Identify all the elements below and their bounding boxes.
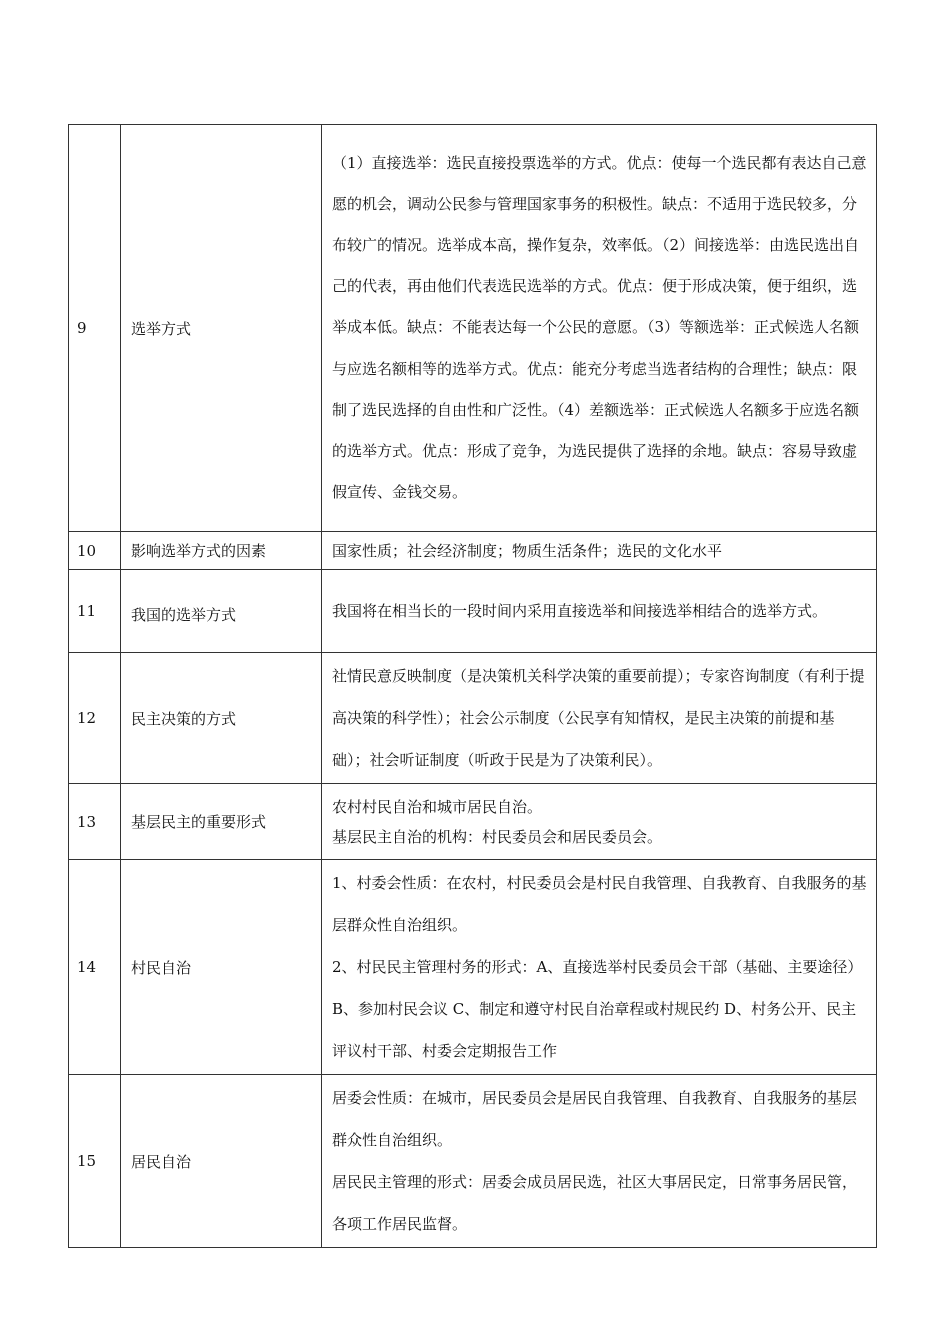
row-number: 15 xyxy=(69,1075,121,1248)
row-number: 9 xyxy=(69,125,121,532)
row-topic: 我国的选举方式 xyxy=(121,570,322,653)
row-content xyxy=(322,784,877,860)
content-paragraph: 基层民主自治的机构：村民委员会和居民委员会。 xyxy=(332,827,663,846)
knowledge-table xyxy=(68,124,877,1248)
table-row xyxy=(69,860,877,1075)
table-row xyxy=(69,1075,877,1248)
content-paragraph: 我国将在相当长的一段时间内采用直接选举和间接选举相结合的选举方式。 xyxy=(332,602,828,620)
content-paragraph: 国家性质；社会经济制度；物质生活条件；选民的文化水平 xyxy=(332,541,723,560)
row-content xyxy=(322,860,877,1075)
row-topic: 影响选举方式的因素 xyxy=(121,532,322,570)
row-content xyxy=(322,125,877,532)
row-content xyxy=(322,1075,877,1248)
table-row xyxy=(69,570,877,653)
content-paragraph: （1）直接选举：选民直接投票选举的方式。优点：使每一个选民都有表达自己意愿的机会，调动公民参与管理国家事务的积极性。缺点：不适用于选民较多，分布较广的情况。选举成本高，操作复杂，效率低。（2）间接选举：由选民选出自己的代表，再由他们代表选民选举的方式。优点：便于形成决策，便于组织，选举成本低。缺点：不能表达每一个公民的意愿。（3）等额选举：正式候选人名额与应选名额相等的选举方式。优点：能充分考虑当选者结构的合理性；缺点：限制了选民选择的自由性和广泛性。（4）差额选举：正式候选人名额多于应选名额的选举方式。优点：形成了竞争，为选民提供了选择的余地。缺点：容易导致虚假宣传、金钱交易。 xyxy=(332,153,867,502)
row-topic: 居民自治 xyxy=(121,1075,322,1248)
row-number: 13 xyxy=(69,784,121,860)
content-paragraph: 农村村民自治和城市居民自治。 xyxy=(332,797,543,816)
table-row xyxy=(69,653,877,784)
content-paragraph: 居民民主管理的形式：居委会成员居民选，社区大事居民定，日常事务居民管，各项工作居民监督。 xyxy=(332,1173,858,1233)
content-paragraph: 居委会性质：在城市，居民委员会是居民自我管理、自我教育、自我服务的基层群众性自治组织。 xyxy=(332,1089,858,1149)
content-paragraph: 1、村委会性质：在农村，村民委员会是村民自我管理、自我教育、自我服务的基层群众性自治组织。 xyxy=(332,874,867,934)
row-topic: 选举方式 xyxy=(121,125,322,532)
row-topic: 村民自治 xyxy=(121,860,322,1075)
table-row xyxy=(69,125,877,532)
row-number: 14 xyxy=(69,860,121,1075)
content-paragraph: 社情民意反映制度（是决策机关科学决策的重要前提）；专家咨询制度（有利于提高决策的科学性）；社会公示制度（公民享有知情权，是民主决策的前提和基础）；社会听证制度（听政于民是为了决策利民）。 xyxy=(332,667,865,769)
table-row xyxy=(69,784,877,860)
row-topic: 基层民主的重要形式 xyxy=(121,784,322,860)
row-content xyxy=(322,532,877,570)
row-content xyxy=(322,653,877,784)
row-number: 11 xyxy=(69,570,121,653)
table-row xyxy=(69,532,877,570)
row-number: 12 xyxy=(69,653,121,784)
row-topic: 民主决策的方式 xyxy=(121,653,322,784)
row-number: 10 xyxy=(69,532,121,570)
content-paragraph: 2、村民民主管理村务的形式：A、直接选举村民委员会干部（基础、主要途径）B、参加村民会议 C、制定和遵守村民自治章程或村规民约 D、村务公开、民主评议村干部、村委会定期报告工作 xyxy=(332,958,863,1060)
row-content xyxy=(322,570,877,653)
